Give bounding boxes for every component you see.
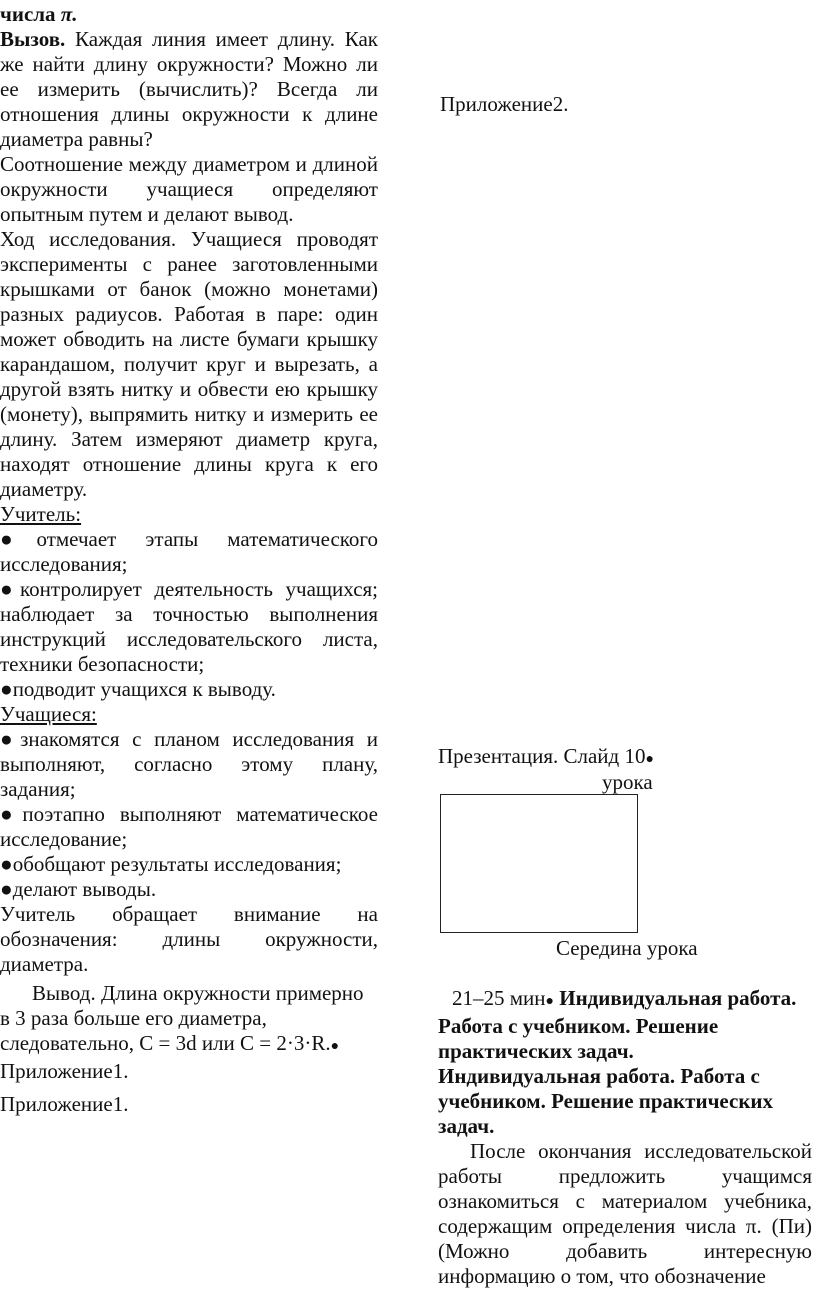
left-column (0, 0, 378, 1117)
appendix1-label: Приложение1. (0, 1092, 129, 1116)
students-item-3: ●обобщают результаты исследования; (0, 852, 342, 876)
bullet-icon: ● (0, 527, 37, 551)
bullet-icon: ● (0, 677, 13, 701)
bullet-icon: ● (0, 852, 13, 876)
bullet-icon: ● (0, 577, 21, 601)
students-item-2: ●поэтапно выполняют математическое исследование; (0, 802, 378, 851)
middle-label: Середина урока (556, 936, 698, 960)
bullet-icon: ● (545, 994, 554, 1009)
challenge-paragraph: Вызов. Каждая линия имеет длину. Как же найти длину окружности? Можно ли ее измерить (вычислить)? Всегда ли отношения длины окружности к длине диаметра равны? (0, 27, 378, 151)
teacher-item-2: ●контролирует деятельность учащихся; наблюдает за точностью выполнения инструкций исследовательского листа, техники безопасности; (0, 577, 379, 676)
bullet-icon: ● (645, 752, 654, 767)
heading-pi: числа π. (0, 2, 78, 26)
bullet-icon: ● (0, 877, 13, 901)
textbook-paragraph: После окончания исследовательской работы предложить учащимся ознакомиться с материалом учебника, содержащим определения числа π. (Пи) (Можно добавить интересную информацию о том, что обозначение (438, 1139, 812, 1288)
conclusion-paragraph: Вывод. Длина окружности примерно в 3 раза больше его диаметра, следовательно, С = 3d или С = 2·3·R.● Приложение1. (0, 981, 364, 1083)
students-item-1: ●знакомятся с планом исследования и выполняют, согласно этому плану, задания; (0, 727, 378, 801)
attention-paragraph: Учитель обращает внимание на обозначения: длины окружности, диаметра. (0, 902, 378, 976)
teacher-label: Учитель: (0, 502, 82, 526)
appendix2-label: Приложение2. (440, 92, 569, 116)
research-paragraph: Ход исследования. Учащиеся проводят эксперименты с ранее заготовленными крышками от банок (можно монетами) разных радиусов. Работая в паре: один может обводить на листе бумаги крышку карандашом, получит круг и вырезать, а другой взять нитку и обвести ею крышку (монету), выпрямить нитку и измерить ее длину. Затем измеряют диаметр круга, находят отношение длины круга к его диаметру. (0, 227, 378, 501)
presentation-label: Презентация. Слайд 10● (438, 744, 654, 768)
bullet-icon: ● (330, 1039, 340, 1054)
lesson-label: урока (602, 770, 653, 794)
slide-placeholder-frame (440, 794, 638, 933)
students-item-4: ●делают выводы. (0, 877, 157, 901)
teacher-item-1: ●отмечает этапы математического исследования; (0, 527, 378, 576)
individual-work-heading-repeat: Индивидуальная работа. Работа с учебником. Решение практических задач. (438, 1064, 774, 1138)
bullet-icon: ● (0, 802, 23, 826)
teacher-item-3: ●подводит учащихся к выводу. (0, 677, 276, 701)
ratio-paragraph: Соотношение между диаметром и длиной окружности учащиеся определяют опытным путем и делают вывод. (0, 152, 378, 226)
individual-work-heading: 21–25 мин● Индивидуальная работа. Работа с учебником. Решение практических задач. (438, 986, 797, 1063)
students-label: Учащиеся: (0, 702, 97, 726)
bullet-icon: ● (0, 727, 21, 751)
individual-work-block (438, 986, 812, 1289)
